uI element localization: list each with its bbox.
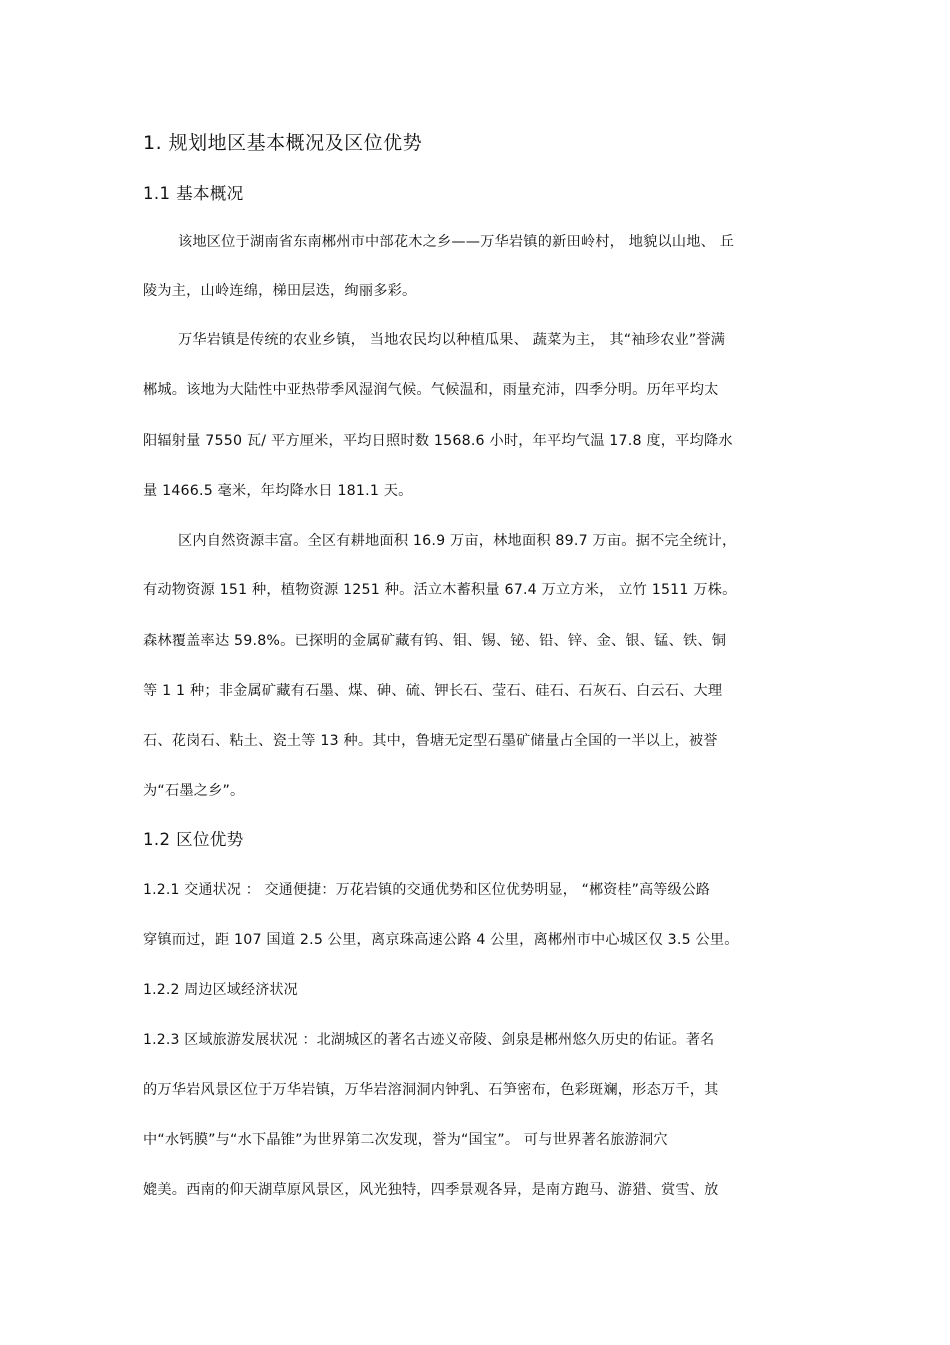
paragraph-line: 石、花岗石、粘土、瓷土等 13 种。其中，鲁塘无定型石墨矿储量占全国的一半以上，被誉 (143, 733, 718, 749)
paragraph-line: 的万华岩风景区位于万华岩镇，万华岩溶洞洞内钟乳、石笋密布，色彩斑斓，形态万千，其 (143, 1082, 719, 1098)
paragraph-line: 1.2.3 区域旅游发展状况 ：北湖城区的著名古迹义帝陵、剑泉是郴州悠久历史的佑证。著名 (143, 1032, 715, 1048)
paragraph-line: 媲美。西南的仰天湖草原风景区，风光独特，四季景观各异，是南方跑马、游猎、赏雪、放 (143, 1182, 719, 1198)
heading-1: 1. 规划地区基本概况及区位优势 (143, 132, 423, 154)
heading-1-2: 1.2 区位优势 (143, 830, 244, 849)
heading-1-1: 1.1 基本概况 (143, 184, 244, 203)
paragraph-line: 量 1466.5 毫米，年均降水日 181.1 天。 (143, 483, 413, 499)
paragraph-line: 有动物资源 151 种，植物资源 1251 种。活立木蓄积量 67.4 万立方米， 立竹 1511 万株。 (143, 582, 737, 598)
paragraph-line: 为“石墨之乡”。 (143, 783, 245, 799)
paragraph-line: 等 1 1 种；非金属矿藏有石墨、煤、砷、硫、钾长石、莹石、硅石、石灰石、白云石、大理 (143, 683, 723, 699)
paragraph-line: 阳辐射量 7550 瓦/ 平方厘米，平均日照时数 1568.6 小时，年平均气温 17.8 度，平均降水 (143, 433, 733, 449)
paragraph-line: 1.2.1 交通状况 ： 交通便捷：万花岩镇的交通优势和区位优势明显， “郴资桂”高等级公路 (143, 882, 711, 898)
paragraph-line: 穿镇而过，距 107 国道 2.5 公里，离京珠高速公路 4 公里，离郴州市中心城区仅 3.5 公里。 (143, 932, 739, 948)
paragraph-line: 森林覆盖率达 59.8%。已探明的金属矿藏有钨、钼、锡、铋、铅、锌、金、银、锰、铁、铜 (143, 633, 727, 649)
heading-1-2-2: 1.2.2 周边区域经济状况 (143, 982, 298, 998)
paragraph-line: 中“水钙膜”与“水下晶锥”为世界第二次发现，誉为“国宝”。 可与世界著名旅游洞穴 (143, 1132, 668, 1148)
paragraph-line: 该地区位于湖南省东南郴州市中部花木之乡——万华岩镇的新田岭村， 地貌以山地、 丘 (178, 234, 735, 250)
paragraph-line: 万华岩镇是传统的农业乡镇， 当地农民均以种植瓜果、 蔬菜为主， 其“袖珍农业”誉满 (178, 332, 726, 348)
paragraph-line: 郴城。该地为大陆性中亚热带季风湿润气候。气候温和，雨量充沛，四季分明。历年平均太 (143, 382, 719, 398)
paragraph-line: 区内自然资源丰富。全区有耕地面积 16.9 万亩，林地面积 89.7 万亩。据不完全统计， (178, 533, 737, 549)
paragraph-line: 陵为主，山岭连绵，梯田层迭，绚丽多彩。 (143, 283, 417, 299)
